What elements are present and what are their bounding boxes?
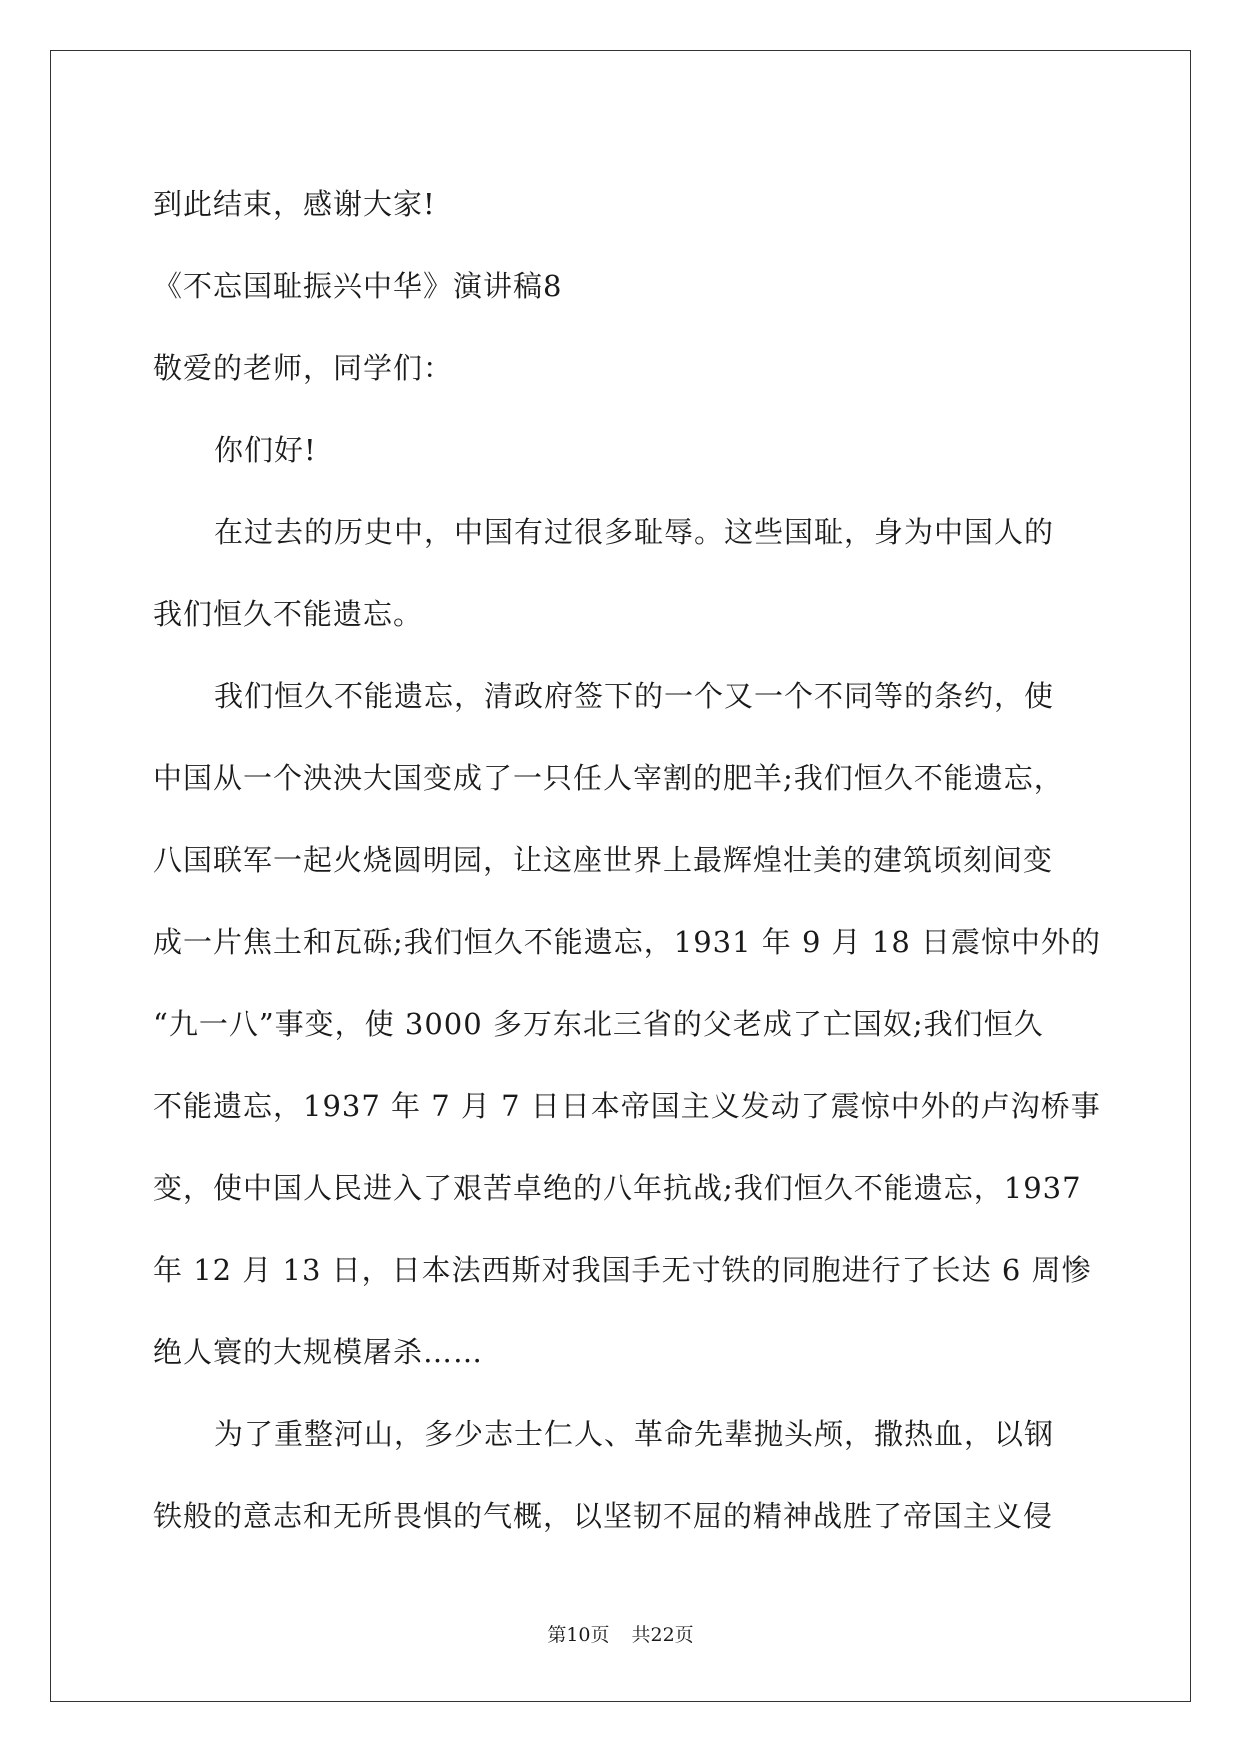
speech-title: 《不忘国耻振兴中华》演讲稿8 <box>153 269 563 303</box>
paragraph-line: 我们恒久不能遗忘，清政府签下的一个又一个不同等的条约，使 <box>214 679 1055 713</box>
paragraph-line: 铁般的意志和无所畏惧的气概，以坚韧不屈的精神战胜了帝国主义侵 <box>153 1499 1054 1533</box>
greeting: 你们好! <box>214 433 317 467</box>
page-footer <box>0 1620 1241 1647</box>
page-number-current: 第10页 <box>547 1624 610 1646</box>
paragraph-line: 年 12 月 13 日，日本法西斯对我国手无寸铁的同胞进行了长达 6 周惨 <box>153 1253 1092 1287</box>
document-body <box>153 163 1102 1557</box>
paragraph-line: 绝人寰的大规模屠杀…… <box>153 1335 484 1369</box>
paragraph-line: 我们恒久不能遗忘。 <box>153 597 424 631</box>
paragraph-line: “九一八”事变，使 3000 多万东北三省的父老成了亡国奴;我们恒久 <box>153 1007 1044 1041</box>
paragraph-line: 不能遗忘，1937 年 7 月 7 日日本帝国主义发动了震惊中外的卢沟桥事 <box>153 1089 1101 1123</box>
paragraph-line: 成一片焦土和瓦砾;我们恒久不能遗忘，1931 年 9 月 18 日震惊中外的 <box>153 925 1102 959</box>
salutation: 敬爱的老师，同学们： <box>153 351 454 385</box>
paragraph-line: 在过去的历史中，中国有过很多耻辱。这些国耻，身为中国人的 <box>214 515 1055 549</box>
paragraph-line: 中国从一个泱泱大国变成了一只任人宰割的肥羊;我们恒久不能遗忘， <box>153 761 1064 795</box>
paragraph-line: 八国联军一起火烧圆明园，让这座世界上最辉煌壮美的建筑顷刻间变 <box>153 843 1054 877</box>
paragraph-line: 为了重整河山，多少志士仁人、革命先辈抛头颅，撒热血，以钢 <box>214 1417 1055 1451</box>
page-number-total: 共22页 <box>631 1624 694 1646</box>
paragraph-line: 变，使中国人民进入了艰苦卓绝的八年抗战;我们恒久不能遗忘，1937 <box>153 1171 1082 1205</box>
closing-line: 到此结束，感谢大家! <box>153 187 436 221</box>
